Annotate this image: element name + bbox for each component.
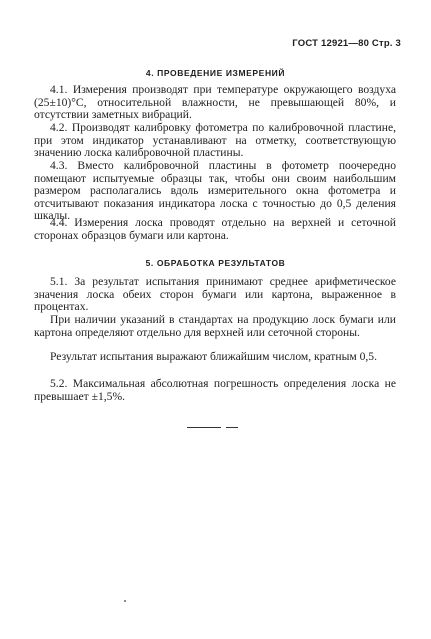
end-rule: [187, 427, 221, 428]
paragraph-4-2: 4.2. Производят калибровку фотометра по калибровочной пластине, при этом индикатор устанавливают на отметку, соответствующую значению лоска калибровочной пластины.: [34, 121, 396, 159]
scan-speck: [124, 600, 126, 602]
paragraph-4-3: 4.3. Вместо калибровочной пластины в фотометр поочередно помещают испытуемые образцы так, чтобы они своим наибольшим размером располагались вдоль измерительного окна фотометра и отсчитывают показания индикатора лоска с точностью до 0,5 деления шкалы.: [34, 159, 396, 222]
paragraph-5-1: 5.1. За результат испытания принимают среднее арифметическое значения лоска обеих сторон бумаги или картона, выраженное в процентах.: [34, 275, 396, 313]
section-5-title: 5. ОБРАБОТКА РЕЗУЛЬТАТОВ: [145, 258, 286, 268]
paragraph-5-1-note: При наличии указаний в стандартах на продукцию лоск бумаги или картона определяют отдельно для верхней или сеточной стороны.: [34, 313, 396, 339]
paragraph-5-1-rounding: Результат испытания выражают ближайшим числом, кратным 0,5.: [50, 350, 377, 363]
paragraph-4-4: 4.4. Измерения лоска проводят отдельно на верхней и сеточной сторонах образцов бумаги или картона.: [34, 216, 396, 242]
end-rule-tail: [226, 427, 238, 428]
section-4-title: 4. ПРОВЕДЕНИЕ ИЗМЕРЕНИЙ: [145, 68, 286, 78]
page-header: ГОСТ 12921—80 Стр. 3: [292, 38, 401, 49]
paragraph-5-2: 5.2. Максимальная абсолютная погрешность определения лоска не превышает ±1,5%.: [34, 377, 396, 403]
paragraph-4-1: 4.1. Измерения производят при температуре окружающего воздуха (25±10)°С, относительной влажности, не превышающей 80%, и отсутствии заметных вибраций.: [34, 83, 396, 121]
